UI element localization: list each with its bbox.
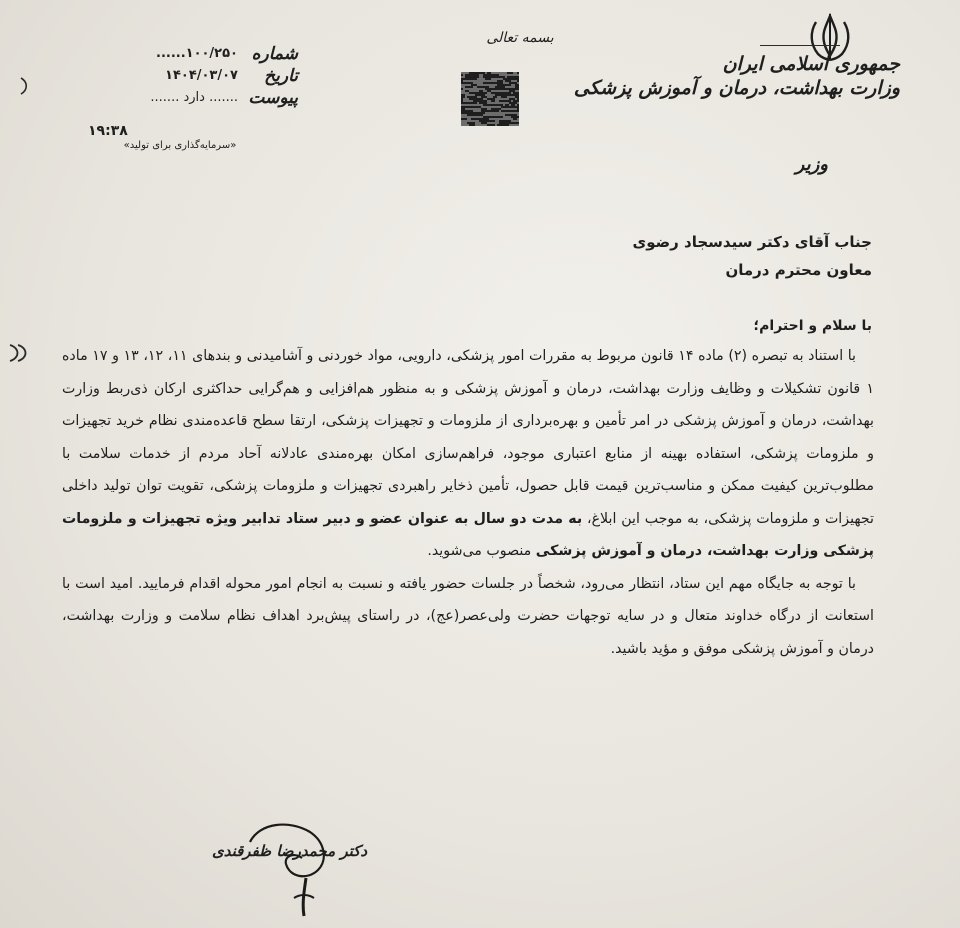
signature-stroke-icon <box>230 812 350 922</box>
meta-number-row <box>88 44 298 66</box>
meta-attachment-row <box>88 88 298 110</box>
minister-label: وزیر <box>795 154 828 175</box>
para1-text-bold: به مدت دو سال به عنوان عضو و دبیر ستاد تدابیر ویژه تجهیزات و ملزومات پزشکی وزارت بهداشت، درمان و آموزش پزشکی <box>62 510 874 559</box>
slogan: «سرمایه‌گذاری برای تولید» <box>123 140 237 151</box>
ministry-title <box>573 52 900 100</box>
date-value: ۱۴۰۴/۰۳/۰۷ <box>165 68 238 83</box>
number-label: شماره <box>251 44 298 64</box>
date-label: تاریخ <box>264 66 298 86</box>
recipient-block <box>633 228 872 284</box>
ministry-line-ministry: وزارت بهداشت، درمان و آموزش پزشکی <box>573 77 900 99</box>
time-stamp: ۱۹:۳۸ <box>88 123 128 139</box>
salutation: با سلام و احترام؛ <box>753 318 872 334</box>
body-paragraph-2: با توجه به جایگاه مهم این ستاد، انتظار می‌رود، شخصاً در جلسات حضور یافته و نسبت به انجام امور محوله اقدام فرمایید. امید است با استعانت از درگاه خداوند متعال و در سایه توجهات حضرت ولی‌عصر(عج)، در راستای پیش‌برد اهداف نظام سلامت و وزارت بهداشت، درمان و آموزش پزشکی موفق و مؤید باشید. <box>62 575 874 657</box>
recipient-title: معاون محترم درمان <box>725 261 872 279</box>
para1-text-a: با استناد به تبصره (۲) ماده ۱۴ قانون مربوط به مقررات امور پزشکی، دارویی، مواد خوردنی و آشامیدنی و بندهای ۱۱، ۱۲، ۱۳ و ۱۷ ماده ۱ قانون تشکیلات و وظایف وزارت بهداشت، درمان و آموزش پزشکی و به منظور هم‌افزایی و هم‌گرایی حداکثری ارکان ذی‌ربط وزارت بهداشت، درمان و آموزش پزشکی در امر تأمین و بهره‌برداری از ملزومات و تجهیزات پزشکی، ارتقا سطح قاعده‌مندی نظام خرید تجهیزات و ملزومات پزشکی، استفاده بهینه از منابع اعتباری موجود، فراهم‌سازی امکان بهره‌مندی عادلانه آحاد مردم از خدمات سلامت با مطلوب‌ترین کیفیت ممکن و مناسب‌ترین قیمت قابل حصول، تأمین ذخایر راهبردی تجهیزات و ملزومات پزشکی، تقویت توان تولید داخلی تجهیزات و ملزومات پزشکی، به موجب این ابلاغ، <box>62 348 874 527</box>
header-divider <box>760 45 840 46</box>
para1-text-c: منصوب می‌شوید. <box>427 543 536 559</box>
meta-date-row <box>88 66 298 88</box>
basmala: بسمه تعالی <box>486 30 554 46</box>
margin-mark-icon <box>6 342 32 364</box>
margin-mark-icon <box>18 76 30 96</box>
signature-name: دکتر محمدرضا ظفرقندی <box>212 842 367 860</box>
body-paragraph-1 <box>62 340 874 568</box>
letter-body <box>62 340 874 665</box>
letter-meta <box>88 44 298 139</box>
recipient-name: جناب آقای دکتر سیدسجاد رضوی <box>632 233 872 251</box>
attachment-value: ....... دارد ....... <box>150 90 238 105</box>
number-value: ......۱۰۰/۲۵۰ <box>156 46 238 61</box>
qr-code-icon <box>461 72 519 126</box>
ministry-line-country: جمهوری اسلامی ایران <box>722 53 900 75</box>
attachment-label: پیوست <box>248 88 298 108</box>
